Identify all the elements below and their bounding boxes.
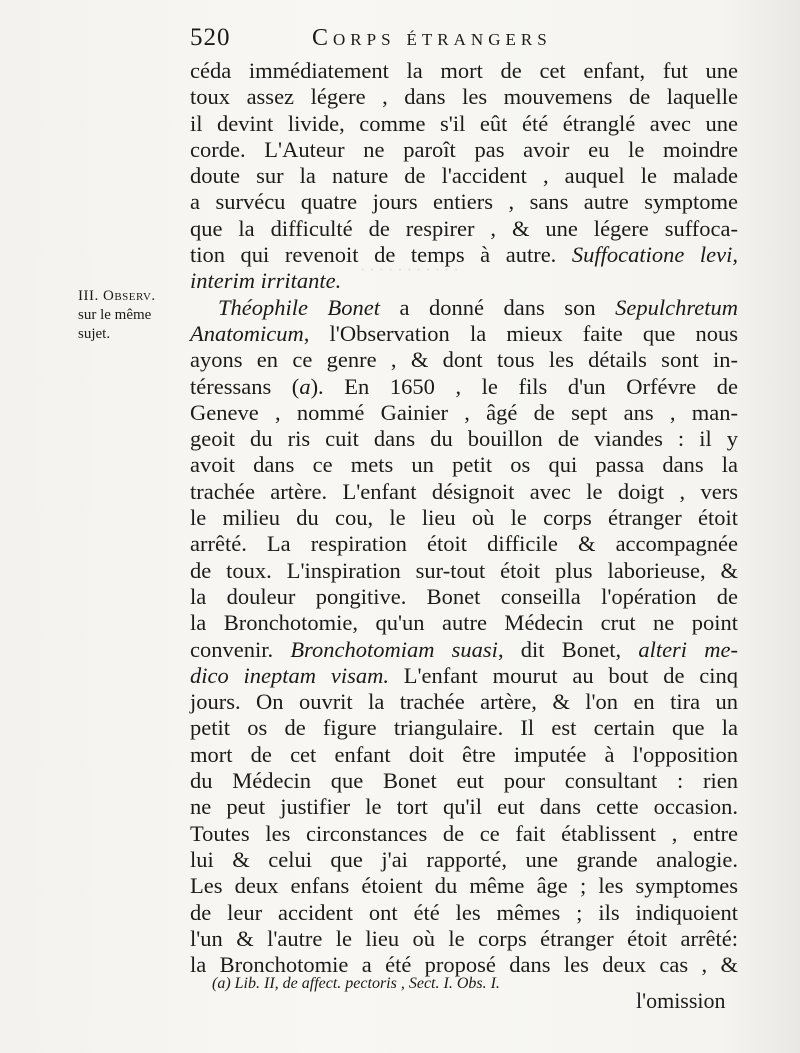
text-line bbox=[190, 374, 738, 400]
text-segment: doute sur la nature de l'accident , auquel le malade bbox=[190, 163, 738, 189]
text-segment: lui & celui que j'ai rapporté, une grande analogie. bbox=[190, 846, 738, 872]
text-segment: , l'Observation la mieux faite que nous bbox=[303, 320, 738, 346]
text-line bbox=[190, 742, 738, 768]
footnote: (a) Lib. II, de affect. pectoris , Sect. I. Obs. I. bbox=[212, 975, 500, 992]
text-line bbox=[190, 111, 738, 137]
margin-note-line: III. Observ. bbox=[78, 288, 156, 304]
text-segment: de toux. L'inspiration sur-tout étoit plus laborieuse, & bbox=[190, 557, 738, 583]
text-line bbox=[190, 768, 738, 794]
text-line bbox=[190, 531, 738, 557]
text-line bbox=[190, 479, 738, 505]
text-line bbox=[190, 584, 738, 610]
text-segment: la douleur pongitive. Bonet conseilla l'opération de bbox=[190, 583, 738, 609]
text-segment: a survécu quatre jours entiers , sans autre symptome bbox=[190, 189, 738, 215]
text-line bbox=[190, 189, 738, 215]
text-line bbox=[190, 610, 738, 636]
text-line bbox=[190, 242, 738, 268]
text-line bbox=[190, 663, 738, 689]
text-line bbox=[190, 268, 738, 294]
text-line bbox=[190, 900, 738, 926]
italic-segment: Anatomicum bbox=[190, 320, 304, 346]
italic-segment: Suffocatione levi, bbox=[571, 242, 738, 268]
italic-segment: Sepulchretum bbox=[615, 294, 738, 320]
margin-note-line: sujet. bbox=[78, 326, 111, 342]
italic-segment: alteri me- bbox=[638, 636, 738, 662]
text-segment: toux assez légere , dans les mouvemens de laquelle bbox=[190, 84, 738, 110]
text-line bbox=[190, 84, 738, 110]
text-segment: a donné dans son bbox=[380, 294, 616, 320]
text-segment: L'enfant mourut au bout de cinq bbox=[388, 662, 738, 688]
text-segment: corde. L'Auteur ne paroît pas avoir eu le moindre bbox=[190, 136, 738, 162]
text-segment: l'un & l'autre le lieu où le corps étranger étoit arrêté: bbox=[190, 925, 738, 951]
text-line bbox=[190, 347, 738, 373]
text-segment: téressans ( bbox=[190, 373, 300, 399]
text-segment: mort de cet enfant doit être imputée à l'opposition bbox=[190, 741, 738, 767]
text-segment: tion qui revenoit de temps à autre. bbox=[190, 242, 572, 268]
text-line bbox=[190, 163, 738, 189]
italic-segment: Théophile Bonet bbox=[218, 294, 380, 320]
text-segment: de leur accident ont été les mêmes ; ils indiquoient bbox=[190, 899, 738, 925]
text-line bbox=[190, 794, 738, 820]
text-line bbox=[190, 926, 738, 952]
text-line bbox=[190, 452, 738, 478]
text-segment: ne peut justifier le tort qu'il eut dans cette occasion. bbox=[190, 794, 738, 820]
text-segment: trachée artère. L'enfant désignoit avec le doigt , vers bbox=[190, 478, 738, 504]
text-line bbox=[190, 689, 738, 715]
text-line bbox=[190, 847, 738, 873]
italic-segment: dico ineptam visam. bbox=[190, 662, 389, 688]
text-segment: avoit dans ce mets un petit os qui passa dans la bbox=[190, 452, 738, 478]
catchword: l'omission bbox=[636, 988, 726, 1013]
page-number: 520 bbox=[190, 24, 231, 51]
text-segment: la Bronchotomie, qu'un autre Médecin crut ne point bbox=[190, 610, 738, 636]
text-line bbox=[190, 137, 738, 163]
text-line bbox=[190, 216, 738, 242]
running-head bbox=[190, 24, 750, 58]
text-segment: , dit Bonet, bbox=[497, 636, 639, 662]
text-line bbox=[190, 295, 738, 321]
text-segment: ayons en ce genre , & dont tous les détails sont in- bbox=[190, 347, 738, 373]
text-segment: Geneve , nommé Gainier , âgé de sept ans , man- bbox=[190, 399, 738, 425]
margin-note bbox=[78, 287, 188, 344]
body-text bbox=[190, 58, 738, 978]
text-line bbox=[190, 821, 738, 847]
italic-segment: interim irritante. bbox=[190, 268, 342, 294]
text-segment: petit os de figure triangulaire. Il est certain que la bbox=[190, 715, 738, 741]
italic-segment: Bronchotomiam suasi bbox=[290, 636, 498, 662]
text-line bbox=[190, 558, 738, 584]
text-segment: convenir. bbox=[190, 636, 291, 662]
text-segment: du Médecin que Bonet eut pour consultant : rien bbox=[190, 768, 738, 794]
text-segment: ). En 1650 , le fils d'un Orfévre de bbox=[310, 373, 739, 399]
show-through-text: · · · · · · · · · · · bbox=[360, 262, 459, 279]
text-line bbox=[190, 321, 738, 347]
italic-segment: a bbox=[299, 373, 311, 399]
text-line bbox=[190, 58, 738, 84]
text-segment: le milieu du cou, le lieu où le corps étranger étoit bbox=[190, 505, 738, 531]
text-line bbox=[190, 637, 738, 663]
text-line bbox=[190, 426, 738, 452]
text-segment: que la difficulté de respirer , & une légere suffoca- bbox=[190, 215, 738, 241]
text-segment: la Bronchotomie a été proposé dans les deux cas , & bbox=[190, 952, 738, 978]
text-line bbox=[190, 505, 738, 531]
text-segment: céda immédiatement la mort de cet enfant, fut une bbox=[190, 58, 738, 83]
text-line bbox=[190, 400, 738, 426]
text-segment: il devint livide, comme s'il eût été étranglé avec une bbox=[190, 110, 738, 136]
text-segment: geoit du ris cuit dans du bouillon de viandes : il y bbox=[190, 426, 738, 452]
text-segment: arrêté. La respiration étoit difficile & accompagnée bbox=[190, 531, 738, 557]
text-line bbox=[190, 715, 738, 741]
text-line bbox=[190, 873, 738, 899]
text-segment: Les deux enfans étoient du même âge ; les symptomes bbox=[190, 873, 738, 899]
margin-note-line: sur le même bbox=[78, 307, 152, 323]
text-segment: jours. On ouvrit la trachée artère, & l'on en tira un bbox=[190, 689, 738, 715]
text-segment: Toutes les circonstances de ce fait établissent , entre bbox=[190, 820, 738, 846]
running-title: Corps étrangers bbox=[312, 25, 552, 51]
